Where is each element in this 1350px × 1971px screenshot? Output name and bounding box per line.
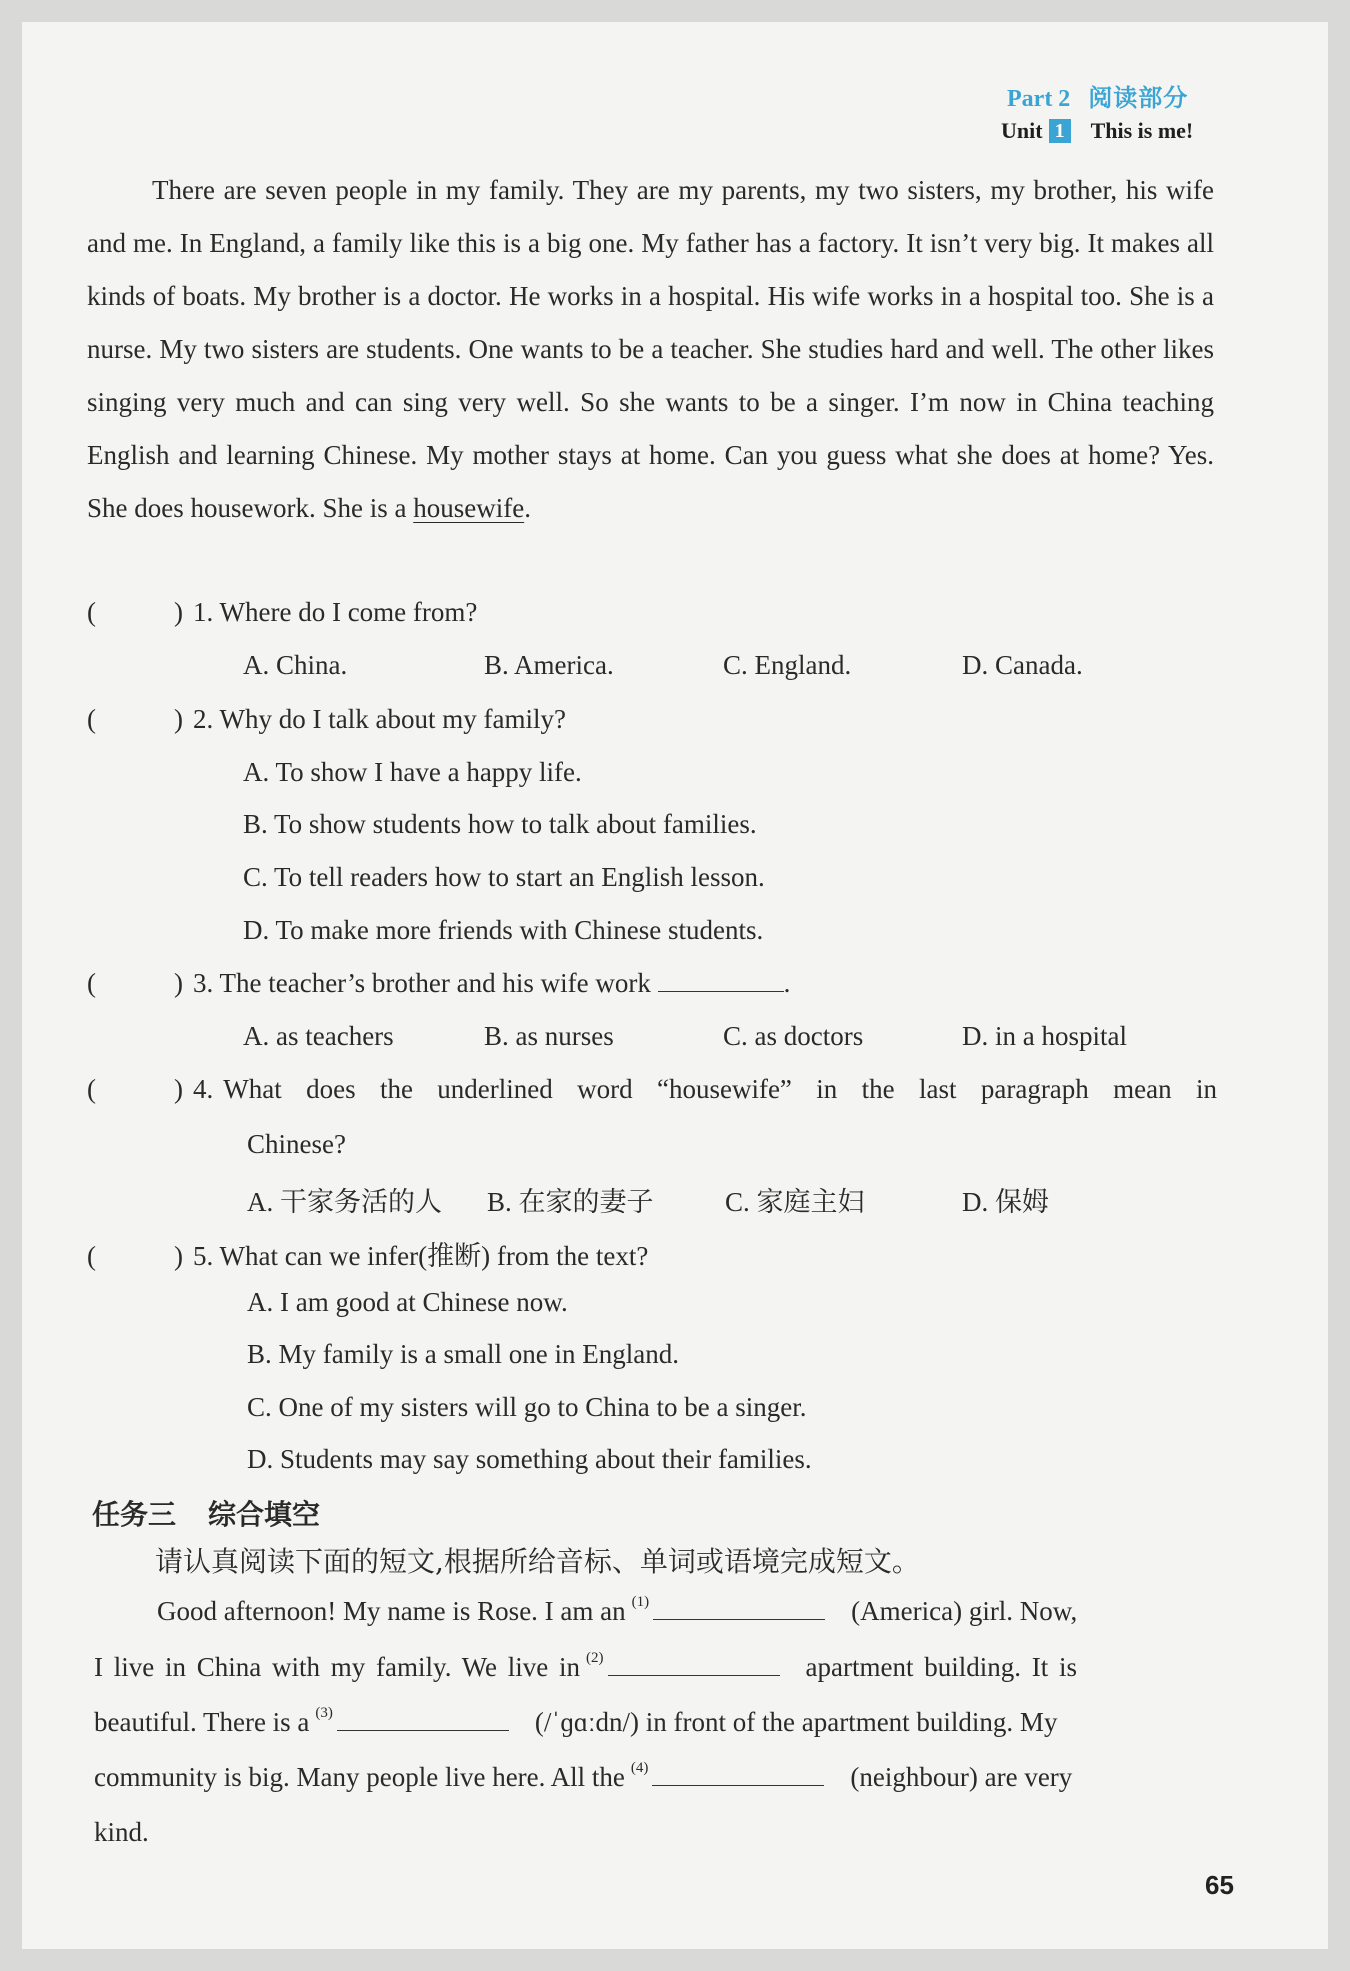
section-name: 综合填空 xyxy=(208,1498,321,1531)
question-number: 2. xyxy=(193,704,214,734)
q4-option-d: D. 保姆 xyxy=(962,1187,1049,1217)
cloze-text: (/ˈɡɑːdn/) in front of the apartment building. My xyxy=(534,1707,1058,1737)
section-instruction: 请认真阅读下面的短文,根据所给音标、单词或语境完成短文。 xyxy=(155,1545,920,1578)
cloze-line-2 xyxy=(94,1652,1077,1683)
question-4 xyxy=(87,1074,1217,1105)
answer-paren-close: ) xyxy=(174,597,183,627)
blank-number: (3) xyxy=(315,1705,333,1721)
cloze-line-5: kind. xyxy=(94,1817,149,1847)
question-4-continued: Chinese? xyxy=(247,1129,346,1159)
question-number: 5. xyxy=(193,1241,214,1271)
cloze-text: (neighbour) are very xyxy=(850,1762,1073,1792)
answer-paren-close: ) xyxy=(174,704,183,734)
answer-blank[interactable] xyxy=(658,969,784,992)
cloze-text: I live in China with my family. We live in xyxy=(94,1652,581,1682)
cloze-line-3 xyxy=(94,1707,1057,1738)
question-2 xyxy=(87,704,566,735)
q5-option-b: B. My family is a small one in England. xyxy=(247,1339,679,1369)
q1-option-b: B. America. xyxy=(484,650,614,680)
answer-paren-open: ( xyxy=(87,1241,96,1271)
q5-option-a: A. I am good at Chinese now. xyxy=(247,1287,568,1317)
cloze-text: apartment building. It is xyxy=(805,1652,1077,1682)
unit-header xyxy=(1001,118,1193,144)
q4-option-c: C. 家庭主妇 xyxy=(725,1187,865,1217)
q2-option-b: B. To show students how to talk about families. xyxy=(243,809,757,839)
answer-paren-open: ( xyxy=(87,597,96,627)
section-title xyxy=(92,1493,320,1533)
question-1 xyxy=(87,597,477,628)
question-text: What can we infer(推断) from the text? xyxy=(219,1241,649,1271)
part-label: Part 2 xyxy=(1007,86,1071,112)
q4-option-a: A. 干家务活的人 xyxy=(247,1187,442,1217)
passage-end: . xyxy=(524,493,531,523)
underlined-word: housewife xyxy=(413,493,525,523)
q2-option-c: C. To tell readers how to start an English lesson. xyxy=(243,862,765,892)
part-chinese-label: 阅读部分 xyxy=(1088,86,1189,112)
q2-option-a: A. To show I have a happy life. xyxy=(243,757,582,787)
q1-option-a: A. China. xyxy=(243,650,348,680)
q3-option-c: C. as doctors xyxy=(723,1021,864,1051)
unit-title: This is me! xyxy=(1090,118,1194,143)
blank-number: (1) xyxy=(631,1594,650,1610)
cloze-blank-3[interactable] xyxy=(337,1708,509,1731)
q3-option-d: D. in a hospital xyxy=(962,1021,1127,1051)
question-text: What does the underlined word “housewife” in the last paragraph mean in xyxy=(223,1074,1217,1104)
q5-option-c: C. One of my sisters will go to China to be a singer. xyxy=(247,1392,807,1422)
unit-number-badge: 1 xyxy=(1049,119,1071,143)
cloze-text: Good afternoon! My name is Rose. I am an xyxy=(157,1596,626,1626)
unit-label: Unit xyxy=(1001,118,1043,143)
question-3 xyxy=(87,968,790,999)
cloze-blank-4[interactable] xyxy=(652,1763,824,1786)
part-header xyxy=(1007,78,1188,113)
blank-number: (2) xyxy=(586,1650,604,1666)
cloze-line-4 xyxy=(94,1762,1072,1793)
question-text: Where do I come from? xyxy=(219,597,478,627)
blank-number: (4) xyxy=(630,1760,649,1776)
answer-paren-open: ( xyxy=(87,968,96,998)
question-5 xyxy=(87,1234,648,1273)
answer-paren-open: ( xyxy=(87,704,96,734)
cloze-text: (America) girl. Now, xyxy=(851,1596,1078,1626)
q1-option-d: D. Canada. xyxy=(962,650,1083,680)
q3-option-a: A. as teachers xyxy=(243,1021,394,1051)
answer-paren-close: ) xyxy=(174,1074,183,1104)
answer-paren-close: ) xyxy=(174,968,183,998)
question-end: . xyxy=(783,968,791,998)
cloze-text: community is big. Many people live here. All the xyxy=(94,1762,625,1792)
q3-option-b: B. as nurses xyxy=(484,1021,614,1051)
reading-passage xyxy=(87,164,1214,535)
page-number: 65 xyxy=(1205,1870,1234,1900)
q5-option-d: D. Students may say something about their families. xyxy=(247,1444,812,1474)
question-number: 3. xyxy=(193,968,214,998)
question-text: The teacher’s brother and his wife work xyxy=(219,968,651,998)
q1-option-c: C. England. xyxy=(723,650,852,680)
cloze-text: beautiful. There is a xyxy=(94,1707,310,1737)
answer-paren-close: ) xyxy=(174,1241,183,1271)
cloze-line-1 xyxy=(157,1596,1077,1627)
section-number: 任务三 xyxy=(92,1498,177,1531)
cloze-blank-1[interactable] xyxy=(653,1597,825,1620)
cloze-blank-2[interactable] xyxy=(608,1653,780,1676)
q2-option-d: D. To make more friends with Chinese students. xyxy=(243,915,764,945)
question-number: 1. xyxy=(193,597,214,627)
question-text: Why do I talk about my family? xyxy=(219,704,566,734)
answer-paren-open: ( xyxy=(87,1074,96,1104)
passage-text: There are seven people in my family. They are my parents, my two sisters, my brother, his wife and me. In England, a family like this is a big one. My father has a factory. It isn’t very big. It makes all kinds of boats. My brother is a doctor. He works in a hospital. His wife works in a hospital too. She is a nurse. My two sisters are students. One wants to be a teacher. She studies hard and well. The other likes singing very much and can sing very well. So she wants to be a singer. I’m now in China teaching English and learning Chinese. My mother stays at home. Can you guess what she does at home? Yes. She does housework. She is a xyxy=(87,175,1214,523)
q4-option-b: B. 在家的妻子 xyxy=(487,1187,654,1217)
question-number: 4. xyxy=(193,1074,214,1104)
